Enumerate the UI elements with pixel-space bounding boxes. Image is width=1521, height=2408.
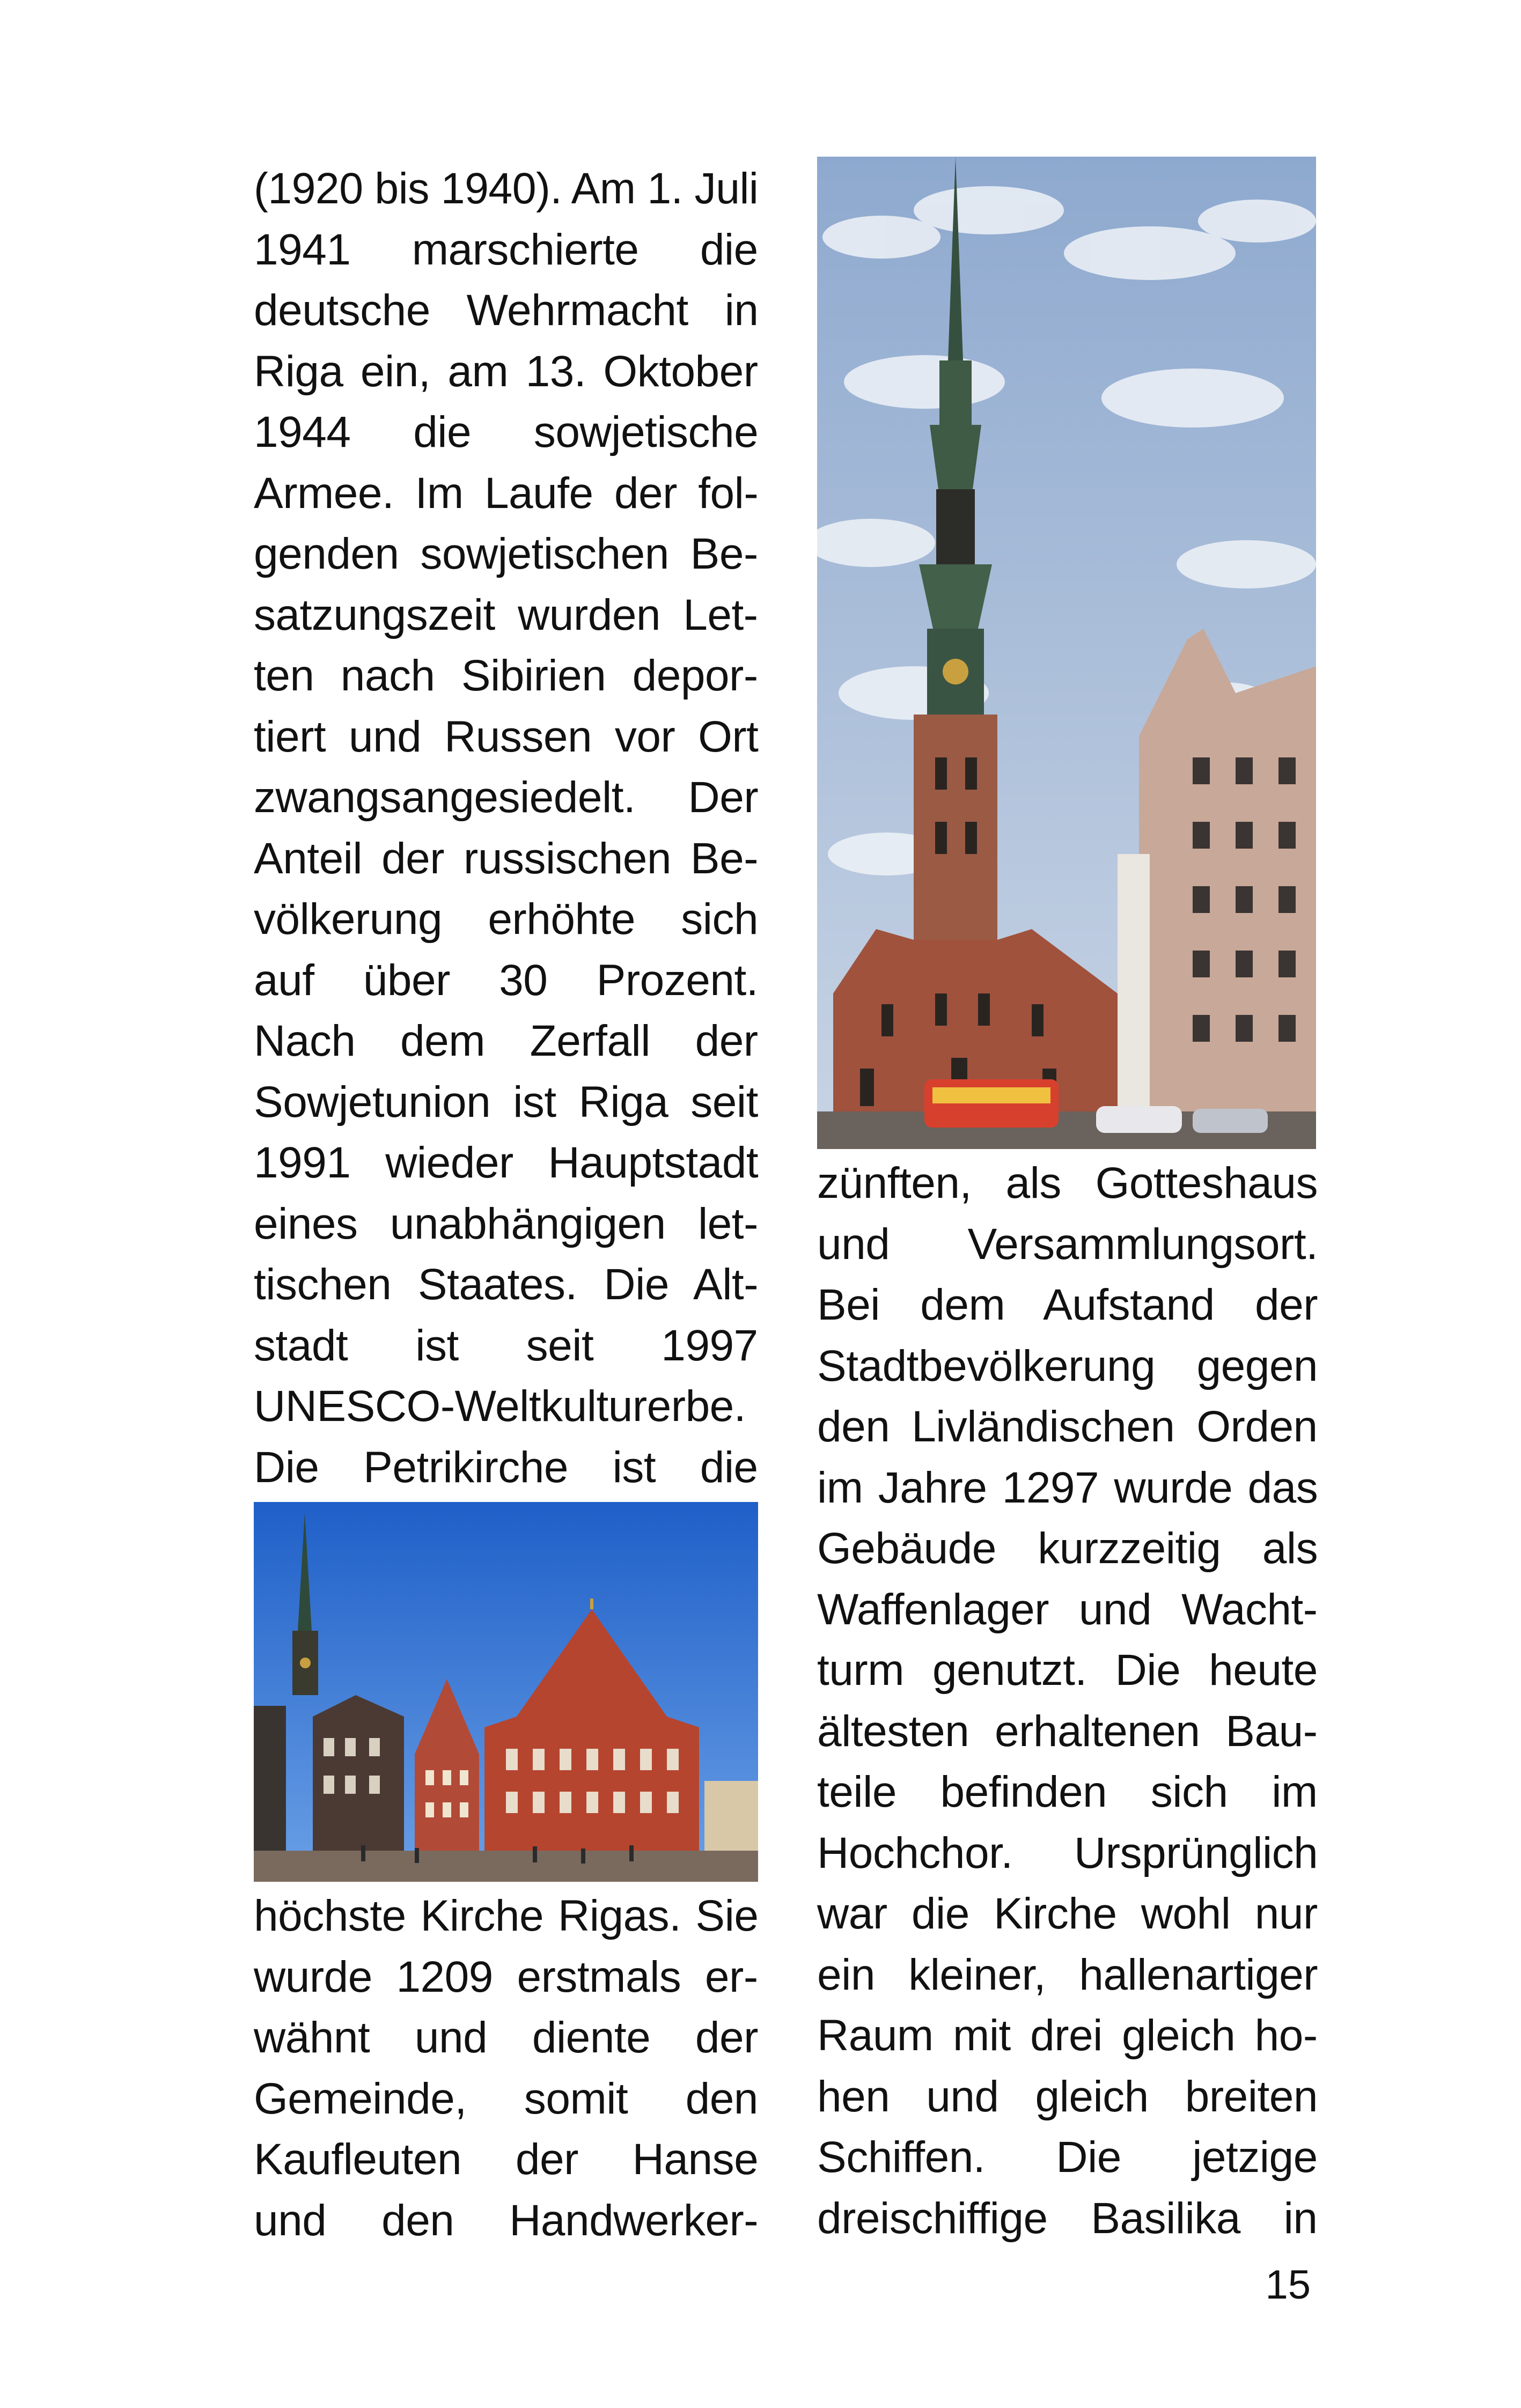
text-line: Bei dem Aufstand der [817,1280,1318,1329]
left-top-paragraph [254,158,758,1498]
text-line: und Versammlungsort. [817,1219,1318,1269]
left-column-top [254,158,758,1498]
text-line: ein kleiner, hallenartiger [817,1950,1318,1999]
text-line: auf über 30 Prozent. [254,955,759,1005]
text-line: tischen Staates. Die Alt- [254,1260,759,1309]
text-line: teile befinden sich im [817,1768,1318,1816]
text-line: Hochchor. Ursprünglich [817,1828,1318,1877]
text-line: 1991 wieder Hauptstadt [254,1138,759,1187]
text-line: Riga ein, am 13. Oktober [254,347,758,396]
right-column [817,1153,1318,2249]
text-line: wurde 1209 erstmals er- [254,1952,758,2001]
text-line: Armee. Im Laufe der fol- [254,468,759,518]
text-line: Gebäude kurzzeitig als [817,1524,1318,1573]
text-line: im Jahre 1297 wurde das [817,1463,1318,1512]
text-line: Nach dem Zerfall der [254,1017,758,1065]
text-line: eines unabhängigen let- [254,1199,758,1248]
right-paragraph [817,1153,1318,2249]
text-line: Raum mit drei gleich ho- [817,2011,1318,2060]
text-line: UNESCO-Weltkulturerbe. [254,1382,746,1431]
text-line: zünften, als Gotteshaus [817,1159,1318,1207]
text-line: turm genutzt. Die heute [817,1646,1318,1695]
text-line: wähnt und diente der [254,2013,758,2062]
text-line: satzungszeit wurden Let- [254,590,758,639]
text-line: genden sowjetischen Be- [254,529,758,578]
text-line: Anteil der russischen Be- [254,834,759,883]
text-line: Waffenlager und Wacht- [817,1585,1318,1634]
text-line: zwangsangesiedelt. Der [254,773,759,822]
st-peters-church-photo [817,157,1316,1149]
text-line: war die Kirche wohl nur [817,1889,1318,1938]
text-line: höchste Kirche Rigas. Sie [254,1891,759,1940]
text-line: Die Petrikirche ist die [254,1442,758,1492]
text-line: und den Handwerker- [254,2196,759,2245]
blackheads-house-photo [254,1502,758,1882]
text-line: deutsche Wehrmacht in [254,286,759,335]
page-number: 15 [1265,2262,1311,2308]
text-line: Stadtbevölkerung gegen [817,1341,1318,1390]
text-line: dreischiffige Basilika in [817,2193,1318,2243]
text-line: (1920 bis 1940). Am 1. Juli [254,164,759,213]
text-line: ten nach Sibirien depor- [254,651,758,700]
text-line: Gemeinde, somit den [254,2074,758,2123]
text-line: Kaufleuten der Hanse [254,2135,759,2184]
text-line: Sowjetunion ist Riga seit [254,1077,758,1126]
left-column-bottom [254,1886,758,2251]
text-line: völkerung erhöhte sich [254,895,759,944]
text-line: 1941 marschierte die [254,225,758,274]
text-line: Schiffen. Die jetzige [817,2133,1318,2182]
text-line: 1944 die sowjetische [254,408,759,456]
text-line: den Livländischen Orden [817,1402,1318,1451]
text-line: ältesten erhaltenen Bau- [817,1706,1318,1756]
left-bottom-paragraph [254,1886,758,2251]
text-line: hen und gleich breiten [817,2072,1318,2121]
text-line: tiert und Russen vor Ort [254,712,759,761]
text-line: stadt ist seit 1997 [254,1321,758,1370]
